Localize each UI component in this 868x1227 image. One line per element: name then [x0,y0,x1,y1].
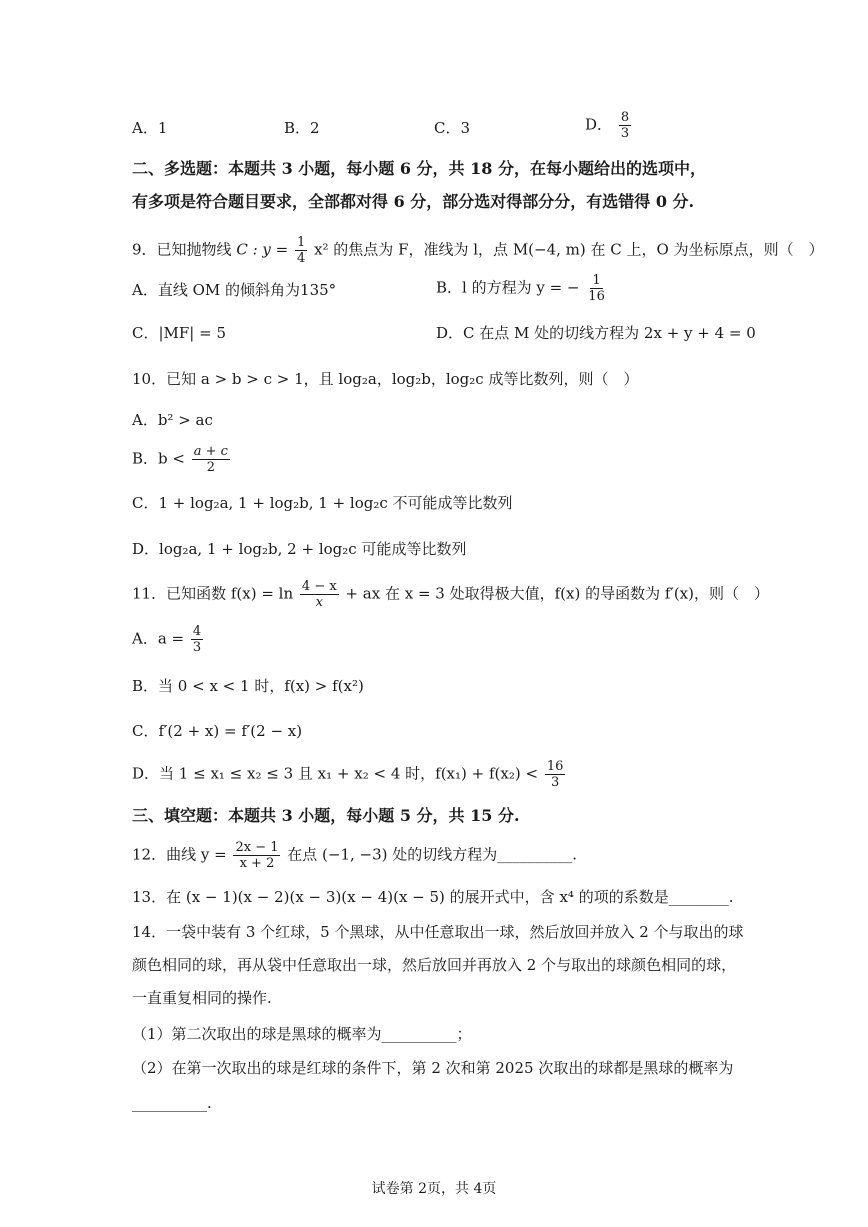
q11-stem-fraction [300,579,339,610]
fraction-numerator: 16 [546,759,564,774]
q9-option-b-fraction [586,273,607,304]
q9-option-b [436,273,609,304]
q11-option-a-fraction [191,624,203,655]
q9-stem-equation: C : y = [236,240,289,259]
q10-option-b-text: B．b < [132,449,185,468]
q9-option-c: C．|MF| = 5 [132,324,226,342]
q9-option-b-text: B．l 的方程为 y = − [436,278,580,297]
fraction-numerator: 1 [592,273,601,288]
q10-option-c: C．1 + log₂a, 1 + log₂b, 1 + log₂c 不可能成等比数列 [132,494,513,512]
fraction-numerator: 1 [297,235,306,250]
q11-option-a [132,624,205,655]
fraction-denominator: 16 [588,289,605,304]
fraction-denominator: 2 [206,460,215,475]
fraction-denominator: 3 [550,775,560,790]
fraction-denominator: 4 [297,251,306,266]
q11-option-d [132,759,567,790]
q11-stem-end: + ax 在 x = 3 处取得极大值，f(x) 的导函数为 f′(x)，则（ ） [345,584,769,603]
q14-subquestion-1: （1）第二次取出的球是黑球的概率为__________； [132,1025,472,1043]
q11-option-d-text: D．当 1 ≤ x₁ ≤ x₂ ≤ 3 且 x₁ + x₂ < 4 时，f(x₁) + f(x₂) < [132,764,539,783]
fraction-numerator: 4 [192,624,202,639]
q12-fraction [233,840,280,871]
q9-stem [132,235,824,266]
q12-question [132,840,577,871]
q8-option-d [585,110,633,141]
q10-option-b [132,444,232,475]
section3-heading: 三、填空题：本题共 3 小题，每小题 5 分，共 15 分. [132,806,520,825]
q8-option-d-fraction [619,110,631,141]
fraction-numerator: 4 − x [301,579,337,594]
fraction-denominator: 3 [192,640,202,655]
fraction-denominator: x + 2 [239,856,275,871]
fraction-numerator: 2x − 1 [235,840,279,855]
q9-stem-end: x² 的焦点为 F，准线为 l，点 M(−4, m) 在 C 上，O 为坐标原点，则（ ） [314,240,824,259]
q14-stem-line3: 一直重复相同的操作. [132,989,272,1007]
q11-stem [132,579,769,610]
section2-heading-line2: 有多项是符合题目要求，全部都对得 6 分，部分选对得部分分，有选错得 0 分. [132,192,695,211]
q10-option-b-fraction [192,444,230,475]
q8-option-c: C．3 [434,119,471,137]
q10-stem: 10．已知 a > b > c > 1，且 log₂a，log₂b，log₂c 成等比数列，则（ ） [132,370,639,388]
q8-option-a: A．1 [132,119,168,137]
q14-subquestion-2-blank: __________. [132,1094,212,1112]
q10-option-d: D．log₂a, 1 + log₂b, 2 + log₂c 可能成等比数列 [132,540,467,558]
q9-option-d: D．C 在点 M 处的切线方程为 2x + y + 4 = 0 [436,324,756,342]
q9-option-a: A．直线 OM 的倾斜角为135° [132,281,337,299]
q11-stem-start: 11．已知函数 f(x) = ln [132,584,294,603]
fraction-numerator: a + c [193,444,228,459]
q9-stem-start: 9．已知抛物线 [132,240,232,259]
q10-option-a: A．b² > ac [132,411,213,429]
fraction-denominator: 3 [620,126,630,141]
page-footer: 试卷第 2页，共 4页 [371,1181,497,1197]
section2-heading-line1: 二、多选题：本题共 3 小题，每小题 6 分，共 18 分，在每小题给出的选项中， [132,159,706,178]
q14-stem-line2: 颜色相同的球，再从袋中任意取出一球，然后放回并再放入 2 个与取出的球颜色相同的球， [132,956,737,974]
q9-stem-fraction [295,235,307,266]
q8-option-d-label: D． [585,115,613,134]
q11-option-a-text: A．a = [132,629,185,648]
q13-question: 13．在 (x − 1)(x − 2)(x − 3)(x − 4)(x − 5) 的展开式中，含 x⁴ 的项的系数是________. [132,888,734,906]
q12-stem-end: 在点 (−1, −3) 处的切线方程为__________. [287,845,578,864]
q8-option-b: B．2 [284,119,320,137]
q14-stem-line1: 14．一袋中装有 3 个红球，5 个黑球，从中任意取出一球，然后放回并放入 2 个与取出的球 [132,923,744,941]
q11-option-c: C．f′(2 + x) = f′(2 − x) [132,722,303,740]
fraction-denominator: x [315,595,323,610]
q11-option-b: B．当 0 < x < 1 时，f(x) > f(x²) [132,677,364,695]
q12-stem-start: 12．曲线 y = [132,845,227,864]
q14-subquestion-2: （2）在第一次取出的球是红球的条件下，第 2 次和第 2025 次取出的球都是黑球的概率为 [132,1059,734,1077]
q11-option-d-fraction [545,759,566,790]
fraction-numerator: 8 [620,110,630,125]
